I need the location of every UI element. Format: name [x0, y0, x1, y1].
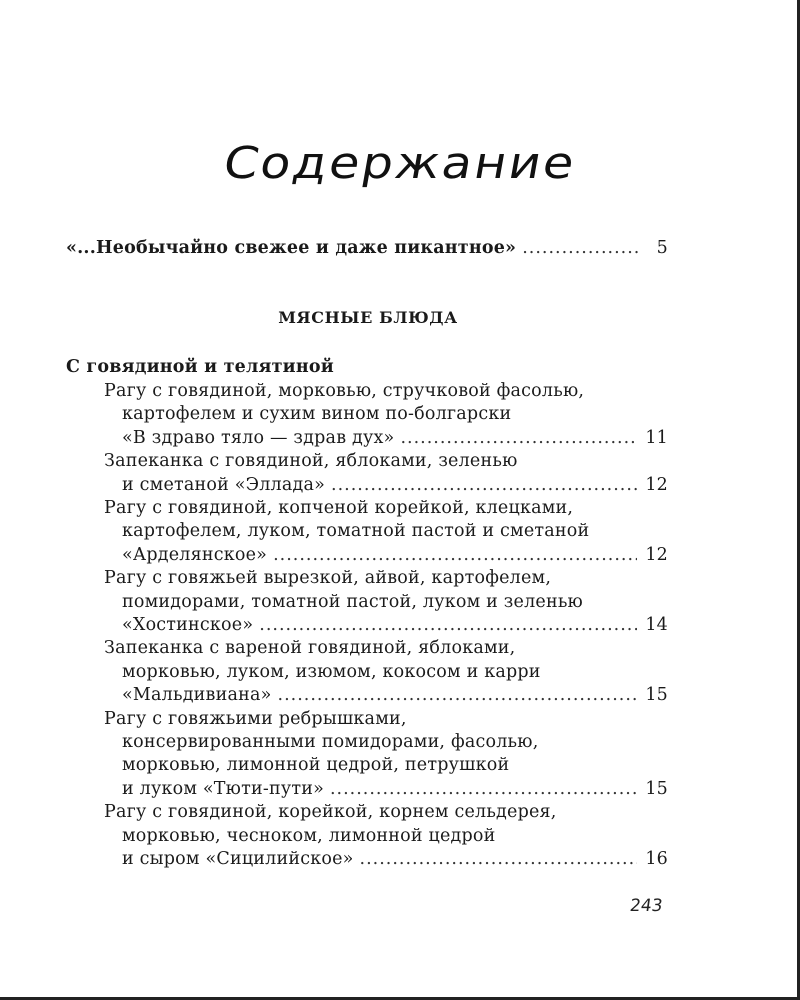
toc-entry-text: и сметаной «Эллада»	[122, 475, 326, 495]
toc-entry-text: «Хостинское»	[122, 615, 254, 635]
toc-entry-line: Рагу с говядиной, морковью, стручковой фасолью,	[104, 381, 585, 401]
toc-entry-line: морковью, луком, изюмом, кокосом и карри	[122, 662, 541, 682]
toc-entry-line: консервированными помидорами, фасолью,	[122, 732, 539, 752]
dot-leader	[522, 236, 638, 260]
page-number: 5	[656, 238, 668, 258]
dot-leader	[330, 777, 637, 801]
page-number: 15	[645, 685, 668, 705]
toc-entry-line: картофелем и сухим вином по-болгарски	[122, 404, 512, 424]
toc-entry-line: Запеканка с говядиной, яблоками, зеленью	[104, 451, 518, 471]
dot-leader	[273, 543, 637, 567]
page-number: 12	[645, 545, 668, 565]
toc-entry-text: и сыром «Сицилийское»	[122, 849, 354, 869]
section-heading: МЯСНЫЕ БЛЮДА	[278, 308, 458, 327]
toc-preface-entry[interactable]	[66, 236, 668, 260]
page-number: 11	[645, 428, 668, 448]
page-number: 15	[645, 779, 668, 799]
toc-entry-last-line[interactable]	[122, 613, 668, 637]
dot-leader	[360, 847, 638, 871]
page-number: 16	[645, 849, 668, 869]
toc-entry-line: морковью, чесноком, лимонной цедрой	[122, 826, 496, 846]
toc-entry-line: Рагу с говядиной, копченой корейкой, клецками,	[104, 498, 574, 518]
dot-leader	[400, 426, 637, 450]
dot-leader	[259, 613, 637, 637]
toc-entry-last-line[interactable]	[122, 683, 668, 707]
page-number: 14	[645, 615, 668, 635]
toc-entry-line: Рагу с говяжьими ребрышками,	[104, 709, 407, 729]
toc-entry-line: картофелем, луком, томатной пастой и сметаной	[122, 521, 590, 541]
toc-entry-text: «В здраво тяло — здрав дух»	[122, 428, 395, 448]
toc-entry-line: морковью, лимонной цедрой, петрушкой	[122, 755, 510, 775]
toc-preface-text: «...Необычайно свежее и даже пикантное»	[66, 238, 517, 258]
toc-entry-line: Рагу с говяжьей вырезкой, айвой, картофелем,	[104, 568, 552, 588]
toc-entry-line: помидорами, томатной пастой, луком и зеленью	[122, 592, 583, 612]
toc-entry-last-line[interactable]	[122, 426, 668, 450]
dot-leader	[331, 473, 637, 497]
page-title: Содержание	[219, 138, 581, 189]
toc-entry-text: «Мальдивиана»	[122, 685, 272, 705]
page-folio: 243	[628, 896, 664, 916]
toc-entry-last-line[interactable]	[122, 847, 668, 871]
toc-entry-text: и луком «Тюти-пути»	[122, 779, 324, 799]
toc-entry-last-line[interactable]	[122, 473, 668, 497]
toc-entry-line: Рагу с говядиной, корейкой, корнем сельдерея,	[104, 802, 557, 822]
page-number: 12	[645, 475, 668, 495]
toc-entry-text: «Арделянское»	[122, 545, 268, 565]
toc-entry-line: Запеканка с вареной говядиной, яблоками,	[104, 638, 516, 658]
dot-leader	[278, 683, 638, 707]
subsection-heading: С говядиной и телятиной	[66, 357, 334, 377]
toc-entry-last-line[interactable]	[122, 777, 668, 801]
toc-entry-last-line[interactable]	[122, 543, 668, 567]
